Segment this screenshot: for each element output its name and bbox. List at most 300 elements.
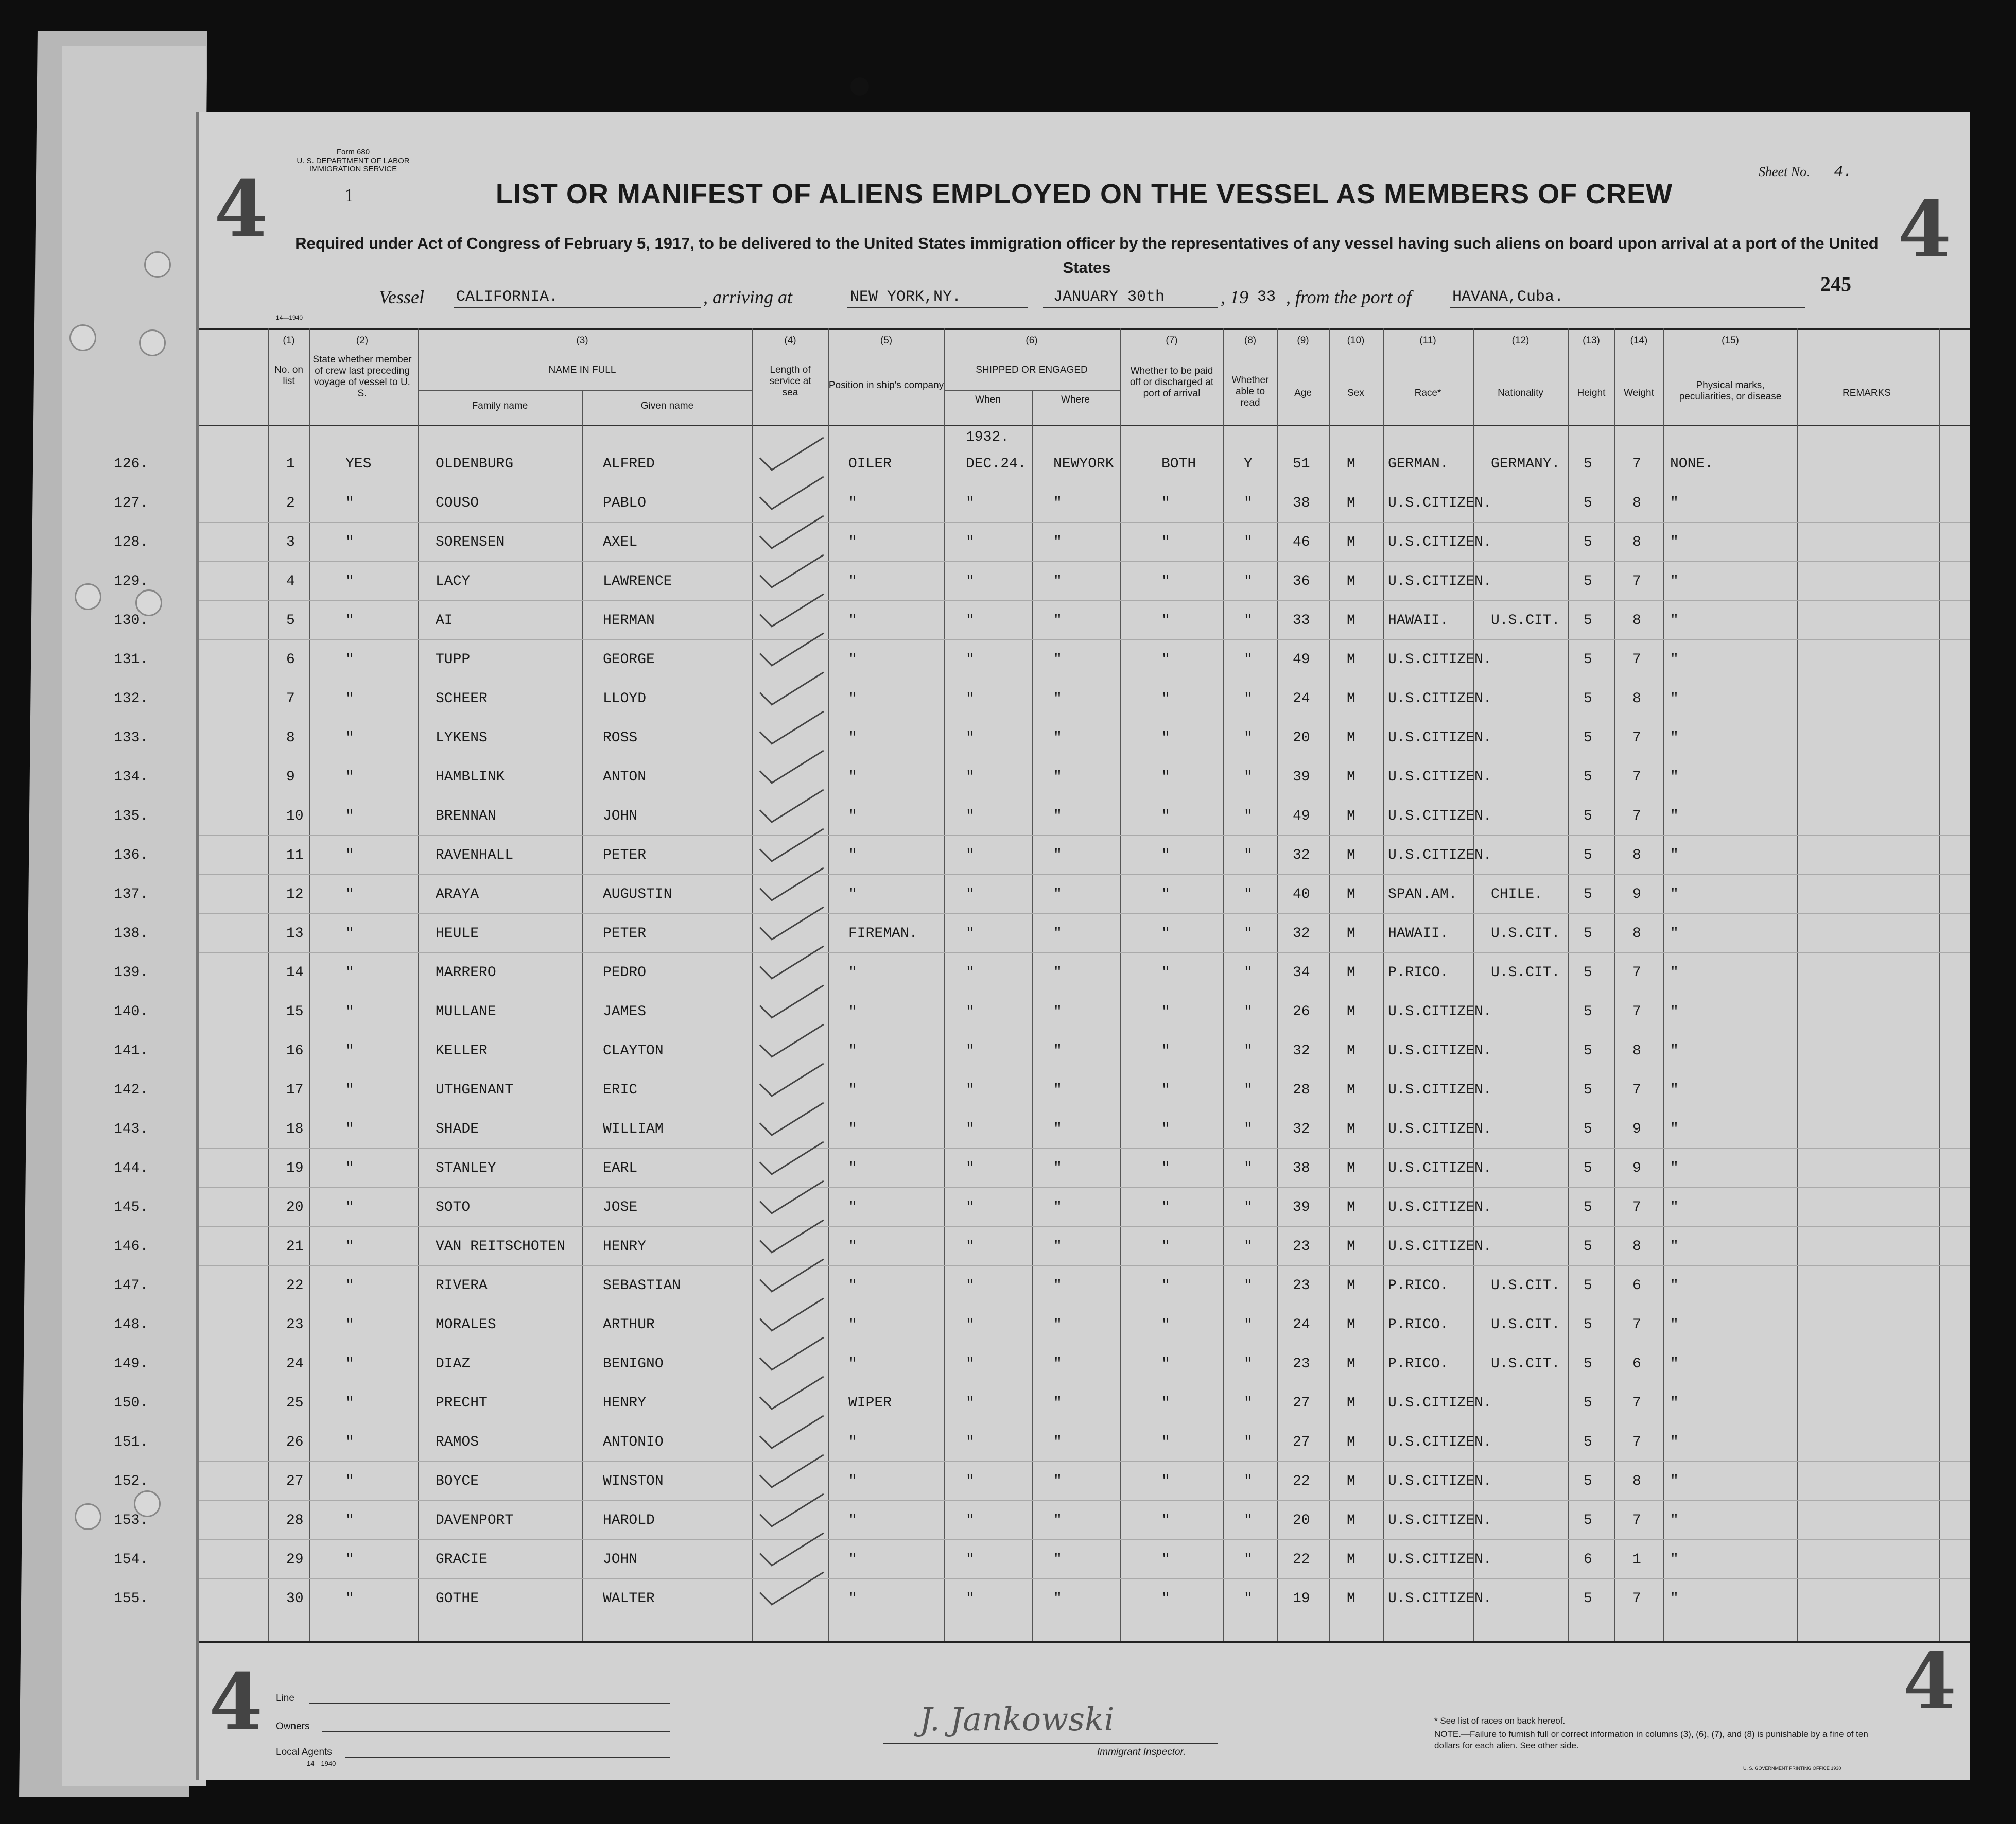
row-paid-off: " xyxy=(1161,1004,1170,1020)
row-age: 32 xyxy=(1293,1043,1310,1059)
row-family-name: GRACIE xyxy=(436,1552,488,1568)
row-weight: 7 xyxy=(1632,1004,1641,1020)
row-family-name: HAMBLINK xyxy=(436,769,505,785)
row-list-number: 23 xyxy=(286,1317,304,1333)
row-when: " xyxy=(966,1473,975,1489)
row-list-number: 27 xyxy=(286,1473,304,1489)
row-height: 6 xyxy=(1584,1552,1592,1568)
row-position: " xyxy=(848,769,857,785)
row-prev-voyage: " xyxy=(345,1004,354,1020)
row-able-read: " xyxy=(1244,1591,1253,1607)
row-list-number: 16 xyxy=(286,1043,304,1059)
owners-label: Owners xyxy=(276,1721,310,1732)
sheet-number-label xyxy=(1759,164,1852,181)
row-weight: 7 xyxy=(1632,1591,1641,1607)
row-nationality: U.S.CIT. xyxy=(1491,965,1560,981)
row-able-read: " xyxy=(1244,1160,1253,1176)
agents-underline xyxy=(345,1757,670,1758)
row-age: 40 xyxy=(1293,887,1310,902)
row-paid-off: " xyxy=(1161,847,1170,863)
row-able-read: " xyxy=(1244,926,1253,942)
row-where: " xyxy=(1053,613,1062,629)
row-height: 5 xyxy=(1584,574,1592,589)
vessel-label: Vessel xyxy=(379,287,424,307)
row-height: 5 xyxy=(1584,808,1592,824)
row-prev-voyage: YES xyxy=(345,456,372,472)
row-where: " xyxy=(1053,1552,1062,1568)
row-given-name: SEBASTIAN xyxy=(603,1278,681,1294)
row-physical-marks: " xyxy=(1670,730,1679,746)
row-height: 5 xyxy=(1584,1278,1592,1294)
row-position: FIREMAN. xyxy=(848,926,918,942)
row-paid-off: " xyxy=(1161,1239,1170,1255)
row-position: " xyxy=(848,1317,857,1333)
row-weight: 6 xyxy=(1632,1356,1641,1372)
sheet-mark-left: 4 xyxy=(214,164,268,254)
row-given-name: LLOYD xyxy=(603,691,647,707)
row-where: " xyxy=(1053,1160,1062,1176)
row-sex: M xyxy=(1347,847,1355,863)
row-physical-marks: " xyxy=(1670,808,1679,824)
column-divider xyxy=(418,328,419,1641)
row-family-name: STANLEY xyxy=(436,1160,496,1176)
row-weight: 7 xyxy=(1632,1513,1641,1528)
row-weight: 8 xyxy=(1632,495,1641,511)
row-race: U.S.CITIZEN. xyxy=(1388,1200,1492,1215)
row-list-number: 10 xyxy=(286,808,304,824)
row-height: 5 xyxy=(1584,1395,1592,1411)
row-age: 20 xyxy=(1293,1513,1310,1528)
row-when: " xyxy=(966,1317,975,1333)
row-able-read: " xyxy=(1244,574,1253,589)
row-list-number: 6 xyxy=(286,652,295,668)
row-able-read: " xyxy=(1244,613,1253,629)
row-able-read: " xyxy=(1244,1317,1253,1333)
row-paid-off: " xyxy=(1161,495,1170,511)
row-where: " xyxy=(1053,1004,1062,1020)
row-sex: M xyxy=(1347,1513,1355,1528)
row-position: OILER xyxy=(848,456,892,472)
row-height: 5 xyxy=(1584,730,1592,746)
row-weight: 7 xyxy=(1632,1434,1641,1450)
row-sex: M xyxy=(1347,1239,1355,1255)
line-label: Line xyxy=(276,1693,294,1704)
vessel-name: CALIFORNIA. xyxy=(456,288,559,306)
row-able-read: Y xyxy=(1244,456,1253,472)
check-stroke xyxy=(771,1298,824,1332)
row-where: " xyxy=(1053,1317,1062,1333)
row-age: 49 xyxy=(1293,808,1310,824)
row-sex: M xyxy=(1347,1082,1355,1098)
row-given-name: PETER xyxy=(603,847,647,863)
row-paid-off: " xyxy=(1161,1356,1170,1372)
column-divider xyxy=(1223,328,1224,1641)
row-family-name: RIVERA xyxy=(436,1278,488,1294)
row-position: " xyxy=(848,887,857,902)
row-able-read: " xyxy=(1244,965,1253,981)
row-able-read: " xyxy=(1244,1356,1253,1372)
row-list-number: 11 xyxy=(286,847,304,863)
col-6-number: (6) xyxy=(1026,335,1038,346)
row-position: " xyxy=(848,1239,857,1255)
check-stroke xyxy=(771,554,824,588)
owners-underline xyxy=(322,1731,670,1732)
row-family-name: KELLER xyxy=(436,1043,488,1059)
col-1-number: (1) xyxy=(283,335,295,346)
row-family-name: MORALES xyxy=(436,1317,496,1333)
signature-underline xyxy=(883,1743,1218,1744)
col-10-number: (10) xyxy=(1347,335,1365,346)
row-given-name: HENRY xyxy=(603,1395,647,1411)
row-paid-off: " xyxy=(1161,1473,1170,1489)
row-physical-marks: " xyxy=(1670,1317,1679,1333)
form-header xyxy=(281,148,425,174)
row-position: " xyxy=(848,1200,857,1215)
row-age: 22 xyxy=(1293,1552,1310,1568)
check-stroke xyxy=(771,789,824,823)
column-divider xyxy=(268,328,269,1641)
row-where: " xyxy=(1053,1043,1062,1059)
row-weight: 7 xyxy=(1632,1317,1641,1333)
row-rule xyxy=(199,874,1970,875)
column-divider xyxy=(1663,328,1664,1641)
row-where: " xyxy=(1053,534,1062,550)
row-rule xyxy=(199,1187,1970,1188)
row-weight: 7 xyxy=(1632,769,1641,785)
row-able-read: " xyxy=(1244,1434,1253,1450)
row-list-number: 13 xyxy=(286,926,304,942)
row-position: " xyxy=(848,1121,857,1137)
row-height: 5 xyxy=(1584,1591,1592,1607)
row-when: " xyxy=(966,887,975,902)
col-prev-voyage: State whether member of crew last preceding voyage of vessel to U. S. xyxy=(312,354,412,399)
table-top-rule xyxy=(199,328,1970,330)
row-given-name: ANTON xyxy=(603,769,647,785)
row-sex: M xyxy=(1347,691,1355,707)
row-given-name: PABLO xyxy=(603,495,647,511)
row-list-number: 8 xyxy=(286,730,295,746)
row-rule xyxy=(199,1461,1970,1462)
row-weight: 8 xyxy=(1632,926,1641,942)
row-family-name: AI xyxy=(436,613,453,629)
row-race: U.S.CITIZEN. xyxy=(1388,1004,1492,1020)
small-mark: 1 xyxy=(344,185,354,205)
row-paid-off: " xyxy=(1161,652,1170,668)
row-where: " xyxy=(1053,730,1062,746)
col-4-number: (4) xyxy=(784,335,796,346)
row-able-read: " xyxy=(1244,1278,1253,1294)
row-able-read: " xyxy=(1244,495,1253,511)
row-rule xyxy=(199,1500,1970,1501)
row-prev-voyage: " xyxy=(345,887,354,902)
row-age: 24 xyxy=(1293,691,1310,707)
row-physical-marks: " xyxy=(1670,1356,1679,1372)
vessel-underline xyxy=(454,307,701,308)
row-where: " xyxy=(1053,1200,1062,1215)
row-where: NEWYORK xyxy=(1053,456,1114,472)
row-when: DEC.24. xyxy=(966,456,1027,472)
row-age: 34 xyxy=(1293,965,1310,981)
check-stroke xyxy=(771,1415,824,1449)
row-line-number: 129. xyxy=(114,574,149,589)
row-race: U.S.CITIZEN. xyxy=(1388,1513,1492,1528)
sheet-label: Sheet No. xyxy=(1759,164,1810,179)
row-age: 23 xyxy=(1293,1239,1310,1255)
row-age: 23 xyxy=(1293,1356,1310,1372)
check-stroke xyxy=(771,711,824,745)
row-where: " xyxy=(1053,1239,1062,1255)
row-sex: M xyxy=(1347,1043,1355,1059)
row-prev-voyage: " xyxy=(345,965,354,981)
row-physical-marks: " xyxy=(1670,691,1679,707)
row-position: " xyxy=(848,534,857,550)
col-11-number: (11) xyxy=(1419,335,1436,346)
row-given-name: HENRY xyxy=(603,1239,647,1255)
row-given-name: AXEL xyxy=(603,534,638,550)
printer-imprint: U. S. GOVERNMENT PRINTING OFFICE 1930 xyxy=(1743,1766,1841,1771)
row-height: 5 xyxy=(1584,495,1592,511)
row-where: " xyxy=(1053,1356,1062,1372)
row-sex: M xyxy=(1347,1356,1355,1372)
row-weight: 8 xyxy=(1632,613,1641,629)
row-family-name: DIAZ xyxy=(436,1356,471,1372)
check-stroke xyxy=(771,1337,824,1371)
row-where: " xyxy=(1053,1591,1062,1607)
row-able-read: " xyxy=(1244,887,1253,902)
col-5-number: (5) xyxy=(880,335,893,346)
row-physical-marks: " xyxy=(1670,613,1679,629)
row-sex: M xyxy=(1347,1121,1355,1137)
row-given-name: ROSS xyxy=(603,730,638,746)
row-physical-marks: " xyxy=(1670,1278,1679,1294)
row-race: U.S.CITIZEN. xyxy=(1388,730,1492,746)
sheet-mark-right: 4 xyxy=(1898,184,1952,275)
row-position: " xyxy=(848,1160,857,1176)
row-line-number: 153. xyxy=(114,1513,149,1528)
row-where: " xyxy=(1053,847,1062,863)
row-when: " xyxy=(966,691,975,707)
row-race: U.S.CITIZEN. xyxy=(1388,1552,1492,1568)
row-list-number: 28 xyxy=(286,1513,304,1528)
row-physical-marks: " xyxy=(1670,887,1679,902)
row-paid-off: " xyxy=(1161,1552,1170,1568)
row-where: " xyxy=(1053,1121,1062,1137)
check-stroke xyxy=(771,1493,824,1527)
row-when: " xyxy=(966,1239,975,1255)
row-able-read: " xyxy=(1244,1200,1253,1215)
column-divider xyxy=(1032,390,1033,1641)
row-line-number: 128. xyxy=(114,534,149,550)
row-line-number: 149. xyxy=(114,1356,149,1372)
row-height: 5 xyxy=(1584,926,1592,942)
row-family-name: SCHEER xyxy=(436,691,488,707)
row-line-number: 133. xyxy=(114,730,149,746)
row-line-number: 148. xyxy=(114,1317,149,1333)
row-prev-voyage: " xyxy=(345,691,354,707)
row-paid-off: " xyxy=(1161,1121,1170,1137)
check-stroke xyxy=(771,437,824,471)
row-able-read: " xyxy=(1244,1473,1253,1489)
row-when: " xyxy=(966,1552,975,1568)
row-age: 22 xyxy=(1293,1473,1310,1489)
agents-code: 14—1940 xyxy=(307,1760,336,1767)
row-physical-marks: " xyxy=(1670,495,1679,511)
row-given-name: GEORGE xyxy=(603,652,655,668)
row-rule xyxy=(199,1265,1970,1266)
binder-hole xyxy=(75,583,101,610)
row-given-name: LAWRENCE xyxy=(603,574,672,589)
row-sex: M xyxy=(1347,613,1355,629)
row-paid-off: " xyxy=(1161,1278,1170,1294)
row-paid-off: " xyxy=(1161,1395,1170,1411)
row-physical-marks: " xyxy=(1670,1239,1679,1255)
row-race: U.S.CITIZEN. xyxy=(1388,1082,1492,1098)
row-sex: M xyxy=(1347,1473,1355,1489)
row-able-read: " xyxy=(1244,652,1253,668)
row-family-name: MULLANE xyxy=(436,1004,496,1020)
footer-mark-left: 4 xyxy=(209,1657,263,1747)
row-weight: 9 xyxy=(1632,1160,1641,1176)
row-able-read: " xyxy=(1244,808,1253,824)
row-age: 26 xyxy=(1293,1004,1310,1020)
row-position: " xyxy=(848,1591,857,1607)
row-family-name: VAN REITSCHOTEN xyxy=(436,1239,566,1255)
row-physical-marks: " xyxy=(1670,1434,1679,1450)
row-race: U.S.CITIZEN. xyxy=(1388,652,1492,668)
row-when: " xyxy=(966,1591,975,1607)
row-rule xyxy=(199,1148,1970,1149)
row-prev-voyage: " xyxy=(345,1200,354,1215)
row-weight: 7 xyxy=(1632,808,1641,824)
row-age: 23 xyxy=(1293,1278,1310,1294)
row-race: HAWAII. xyxy=(1388,926,1449,942)
row-age: 20 xyxy=(1293,730,1310,746)
row-position: " xyxy=(848,1434,857,1450)
row-when: " xyxy=(966,1004,975,1020)
col-sex: Sex xyxy=(1347,388,1364,398)
row-when: " xyxy=(966,926,975,942)
row-height: 5 xyxy=(1584,613,1592,629)
row-list-number: 19 xyxy=(286,1160,304,1176)
row-able-read: " xyxy=(1244,769,1253,785)
row-list-number: 12 xyxy=(286,887,304,902)
row-position: " xyxy=(848,1356,857,1372)
row-height: 5 xyxy=(1584,1121,1592,1137)
row-line-number: 141. xyxy=(114,1043,149,1059)
column-divider xyxy=(1329,328,1330,1641)
row-nationality: U.S.CIT. xyxy=(1491,1278,1560,1294)
col-2-number: (2) xyxy=(356,335,369,346)
row-height: 5 xyxy=(1584,1082,1592,1098)
row-physical-marks: " xyxy=(1670,965,1679,981)
row-when: " xyxy=(966,1278,975,1294)
row-physical-marks: " xyxy=(1670,1591,1679,1607)
row-nationality: CHILE. xyxy=(1491,887,1543,902)
row-height: 5 xyxy=(1584,1356,1592,1372)
row-line-number: 144. xyxy=(114,1160,149,1176)
check-stroke xyxy=(771,867,824,901)
row-family-name: BOYCE xyxy=(436,1473,479,1489)
row-able-read: " xyxy=(1244,730,1253,746)
column-divider xyxy=(944,328,945,1641)
row-race: U.S.CITIZEN. xyxy=(1388,691,1492,707)
row-prev-voyage: " xyxy=(345,1473,354,1489)
column-divider xyxy=(1797,328,1798,1641)
row-rule xyxy=(199,522,1970,523)
col-12-number: (12) xyxy=(1511,335,1530,346)
row-sex: M xyxy=(1347,1160,1355,1176)
row-prev-voyage: " xyxy=(345,1278,354,1294)
row-position: " xyxy=(848,1552,857,1568)
row-line-number: 135. xyxy=(114,808,149,824)
row-prev-voyage: " xyxy=(345,613,354,629)
row-when: " xyxy=(966,808,975,824)
row-when: " xyxy=(966,1121,975,1137)
check-stroke xyxy=(771,828,824,862)
row-race: U.S.CITIZEN. xyxy=(1388,1473,1492,1489)
check-stroke xyxy=(771,1220,824,1254)
check-stroke xyxy=(771,1141,824,1175)
row-list-number: 21 xyxy=(286,1239,304,1255)
row-weight: 7 xyxy=(1632,1200,1641,1215)
row-where: " xyxy=(1053,691,1062,707)
row-list-number: 18 xyxy=(286,1121,304,1137)
inspector-label: Immigrant Inspector. xyxy=(1097,1747,1186,1758)
row-physical-marks: " xyxy=(1670,1473,1679,1489)
row-where: " xyxy=(1053,1473,1062,1489)
col-paid-off: Whether to be paid off or discharged at port of arrival xyxy=(1129,366,1214,399)
col-remarks: REMARKS xyxy=(1843,388,1891,398)
arrival-year: 33 xyxy=(1257,288,1276,306)
row-where: " xyxy=(1053,965,1062,981)
row-list-number: 3 xyxy=(286,534,295,550)
agents-label: Local Agents xyxy=(276,1747,332,1758)
row-list-number: 15 xyxy=(286,1004,304,1020)
from-label: , from the port of xyxy=(1286,287,1412,307)
tiny-form-code: 14—1940 xyxy=(276,314,303,321)
check-stroke xyxy=(771,633,824,667)
col-height: Height xyxy=(1577,388,1606,398)
row-sex: M xyxy=(1347,808,1355,824)
row-position: WIPER xyxy=(848,1395,892,1411)
binder-hole xyxy=(69,324,96,351)
row-where: " xyxy=(1053,495,1062,511)
row-family-name: RAVENHALL xyxy=(436,847,514,863)
row-position: " xyxy=(848,495,857,511)
col-13-number: (13) xyxy=(1583,335,1600,346)
row-paid-off: " xyxy=(1161,965,1170,981)
check-stroke xyxy=(771,1180,824,1214)
row-race: U.S.CITIZEN. xyxy=(1388,847,1492,863)
row-sex: M xyxy=(1347,652,1355,668)
col-physical-marks: Physical marks, peculiarities, or disease xyxy=(1679,380,1782,402)
col-given-name: Given name xyxy=(640,401,694,411)
row-able-read: " xyxy=(1244,1513,1253,1528)
row-height: 5 xyxy=(1584,1160,1592,1176)
row-list-number: 2 xyxy=(286,495,295,511)
row-family-name: RAMOS xyxy=(436,1434,479,1450)
row-paid-off: " xyxy=(1161,1082,1170,1098)
row-race: P.RICO. xyxy=(1388,1356,1449,1372)
row-weight: 8 xyxy=(1632,1473,1641,1489)
row-race: HAWAII. xyxy=(1388,613,1449,629)
row-age: 51 xyxy=(1293,456,1310,472)
row-able-read: " xyxy=(1244,847,1253,863)
footer-mark-right: 4 xyxy=(1903,1636,1957,1727)
row-line-number: 131. xyxy=(114,652,149,668)
row-age: 27 xyxy=(1293,1434,1310,1450)
page-number: 245 xyxy=(1820,272,1851,296)
